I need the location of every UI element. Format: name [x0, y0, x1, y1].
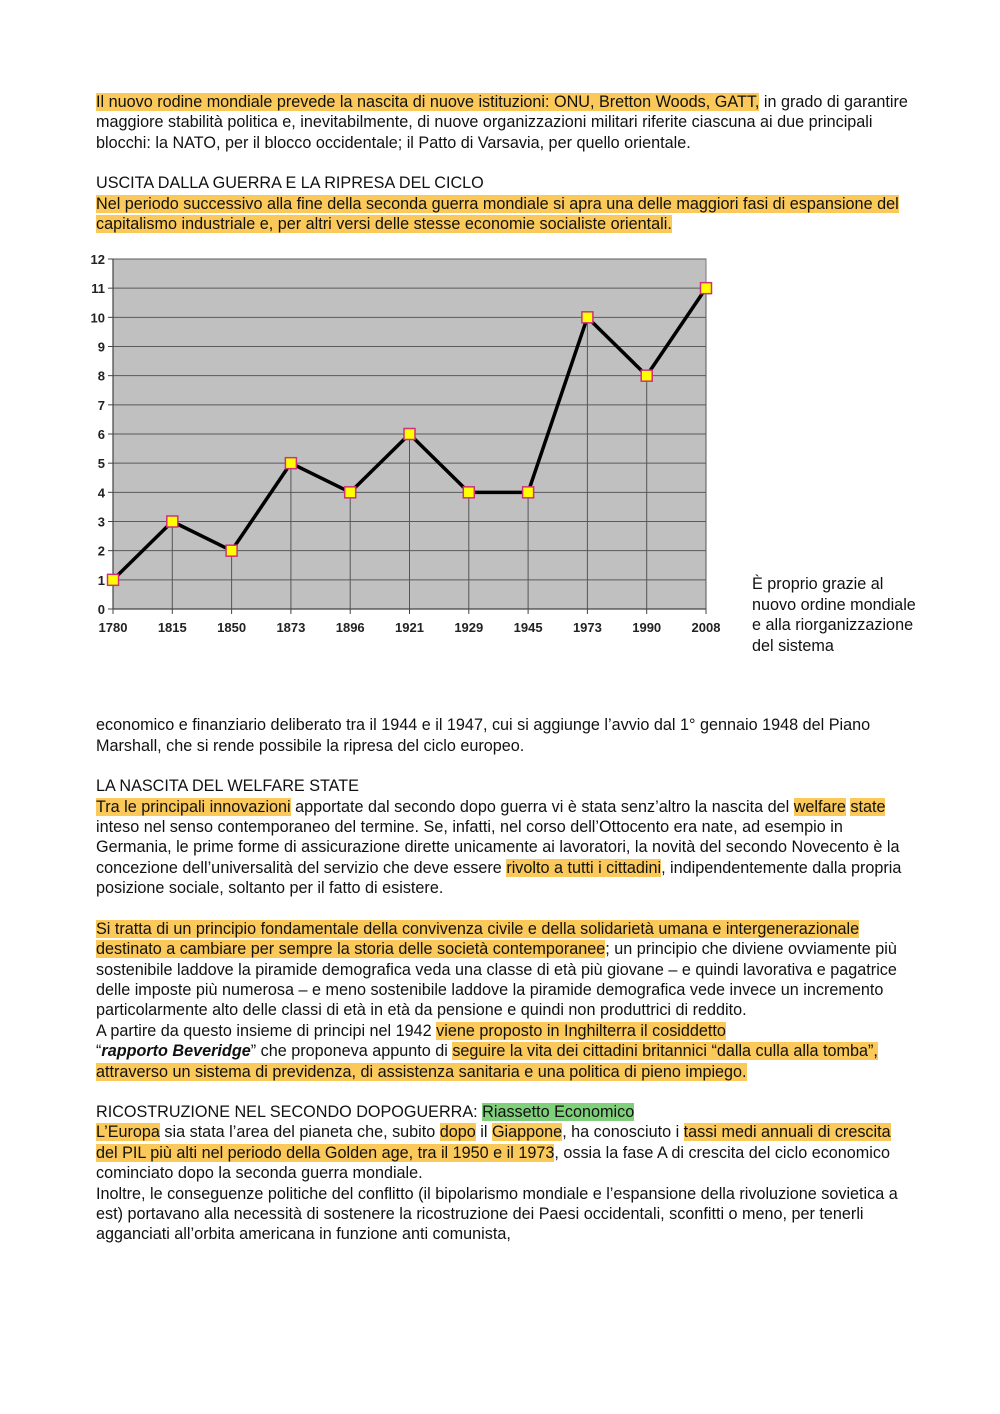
line-chart: [82, 250, 722, 650]
x-tick-label: 1780: [98, 620, 128, 636]
highlight: Nel periodo successivo alla fine della seconda guerra mondiale si apra una delle maggiori fasi di espansione del capitalismo industriale e, per altri versi delle stesse economie socialiste orientali.: [96, 194, 899, 234]
paragraph-principle: [96, 919, 908, 1021]
highlight: L’Europa: [96, 1123, 160, 1142]
highlight: state: [850, 797, 886, 816]
section-heading-reconstruction: [96, 1102, 908, 1122]
text: inteso nel senso contemporaneo del termine. Se, infatti, nel corso dell’Ottocento era nate, ad esempio in Germania, le prime forme di assicurazione dirette unicamente ai lavoratori, la novità del secondo Novecento è la concezione dell’universalità del servizio che deve essere: [96, 818, 900, 877]
text: , ossia la fase A di crescita del ciclo economico cominciato dopo la seconda guerra mondiale.: [96, 1143, 890, 1183]
x-tick-label: 1973: [572, 620, 602, 636]
paragraph-new-order: [96, 92, 908, 153]
y-tick-label: 3: [97, 514, 105, 530]
highlight: Si tratta di un principio fondamentale della convivenza civile e della solidarietà umana e intergenerazionale destinato a cambiare per sempre la storia delle società contemporanee: [96, 919, 860, 959]
x-tick-label: 1929: [454, 620, 484, 636]
paragraph-beveridge: [96, 1021, 908, 1082]
x-tick-label: 1896: [335, 620, 365, 636]
x-tick-label: 1945: [513, 620, 543, 636]
emphasis-beveridge: rapporto Beveridge: [101, 1042, 251, 1061]
data-point: [641, 371, 652, 382]
text: apportate dal secondo dopo guerra vi è stata senz’altro la nascita del: [290, 797, 794, 816]
y-tick-label: 4: [97, 485, 105, 501]
data-point: [701, 283, 712, 294]
paragraph-side-text: È proprio grazie al nuovo ordine mondiale e alla riorganizzazione del sistema: [752, 575, 916, 655]
y-tick-label: 10: [90, 310, 105, 326]
document-body: [90, 92, 916, 1245]
y-tick-label: 9: [97, 339, 105, 355]
highlight: Il nuovo rodine mondiale prevede la nascita di nuove istituzioni: ONU, Bretton Woods, GATT,: [96, 93, 760, 111]
section-heading-exit-war: USCITA DALLA GUERRA E LA RIPRESA DEL CICLO: [96, 174, 484, 193]
y-tick-label: 5: [97, 456, 105, 472]
data-point: [167, 516, 178, 527]
y-tick-label: 6: [97, 427, 105, 443]
y-tick-label: 1: [97, 573, 105, 589]
text: A partire da questo insieme di principi nel 1942: [96, 1021, 437, 1040]
data-point: [582, 312, 593, 323]
paragraph-expansion: [96, 194, 908, 235]
data-point: [226, 546, 237, 557]
x-tick-label: 1873: [276, 620, 306, 636]
text: ” che proponeva appunto di: [250, 1042, 453, 1061]
data-point: [108, 575, 119, 586]
x-tick-label: 1921: [395, 620, 424, 636]
paragraph-welfare: [96, 797, 908, 899]
x-tick-label: 1850: [217, 620, 247, 636]
x-tick-label: 1815: [157, 620, 187, 636]
y-tick-label: 0: [97, 602, 105, 618]
text: sia stata l’area del pianeta che, subito: [159, 1123, 440, 1142]
highlight: rivolto a tutti i cittadini: [506, 858, 662, 877]
text: ; un principio che diviene ovviamente più sostenibile laddove la piramide demografica veda una classe di età più giovane – e quindi lavorativa e pagatrice delle imposte più numerosa – e meno sostenibile laddove la piramide demografica vede invece un incremento particolarmente alto delle classi di età in età da pensione e quindi non produttrici di reddito.: [96, 940, 897, 1020]
y-tick-label: 12: [90, 252, 105, 268]
text: il: [475, 1123, 492, 1142]
data-point: [345, 487, 356, 498]
highlight: seguire la vita dei cittadini britannici “dalla culla alla tomba”, attraverso un sistema di previdenza, di assistenza sanitaria e una politica di pieno impiego.: [96, 1042, 878, 1081]
text: , indipendentemente dalla propria posizione sociale, soltanto per il fatto di esistere.: [96, 858, 902, 898]
highlight: viene proposto in Inghilterra il cosiddetto: [436, 1021, 726, 1040]
highlight: dopo: [439, 1123, 476, 1142]
y-tick-label: 7: [97, 398, 105, 414]
text: in grado di garantire maggiore stabilità politica e, inevitabilmente, di nuove organizzazioni militari riferite ciascuna ai due principali blocchi: la NATO, per il blocco occidentale; il Patto di Varsavia, per quello orientale.: [96, 93, 908, 152]
text: “: [96, 1042, 102, 1061]
text: RICOSTRUZIONE NEL SECONDO DOPOGUERRA:: [96, 1102, 483, 1121]
paragraph-europe-growth: [96, 1122, 908, 1183]
highlight: Giappone: [491, 1123, 563, 1142]
y-tick-label: 11: [91, 281, 105, 297]
x-tick-label: 2008: [691, 620, 721, 636]
x-tick-label: 1990: [632, 620, 662, 636]
paragraph-marshall-plan: economico e finanziario deliberato tra il 1944 e il 1947, cui si aggiunge l’avvio dal 1° gennaio 1948 del Piano Marshall, che si rende possibile la ripresa del ciclo europeo.: [96, 716, 871, 755]
highlight: Tra le principali innovazioni: [96, 797, 291, 816]
y-tick-label: 2: [97, 544, 105, 560]
data-point: [463, 487, 474, 498]
highlight: welfare: [793, 797, 846, 816]
highlight-green: Riassetto Economico: [482, 1102, 635, 1121]
y-tick-label: 8: [97, 369, 105, 385]
data-point: [404, 429, 415, 440]
text: , ha conosciuto i: [562, 1123, 684, 1142]
paragraph-consequences: Inoltre, le conseguenze politiche del conflitto (il bipolarismo mondiale e l’espansione della rivoluzione sovietica a est) portavano alla necessità di sostenere la ricostruzione dei Paesi occidentali, sconfitti o meno, per tenerli agganciati all’orbita americana in funzione anti comunista,: [96, 1184, 898, 1244]
data-point: [523, 487, 534, 498]
highlight: tassi medi annuali di crescita del PIL più alti nel periodo della Golden age, tra il 1950 e il 1973: [96, 1123, 891, 1162]
data-point: [285, 458, 296, 469]
chart-row: [90, 250, 916, 715]
section-heading-welfare: LA NASCITA DEL WELFARE STATE: [96, 777, 359, 796]
